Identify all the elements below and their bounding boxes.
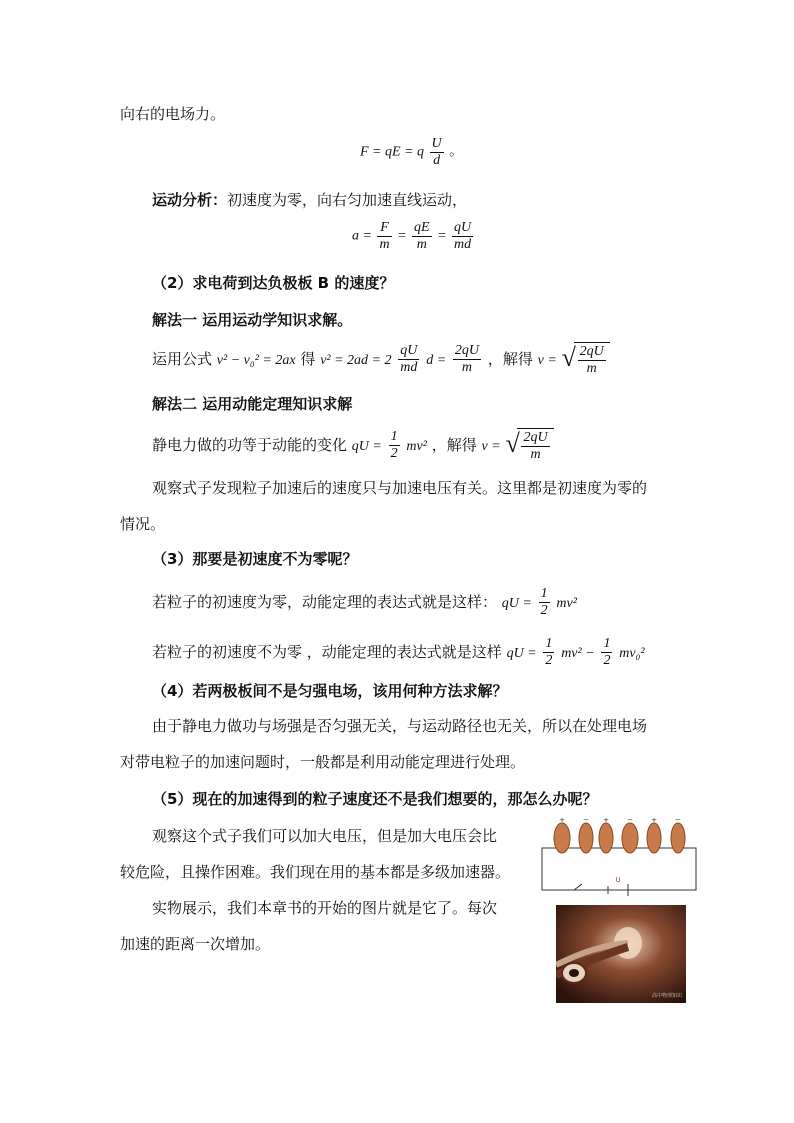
acceleration-equation: a = $\frac{F}{m}$ = $\frac{qE}{m}$ = $\frac{qU}{md}$ <box>352 220 472 252</box>
svg-text:−: − <box>675 818 681 824</box>
voltage-label: U <box>615 876 621 884</box>
svg-text:−: − <box>583 818 589 824</box>
nonzero-velocity-line: 若粒子的初速度不为零 ，动能定理的表达式就是这样 qU = $\frac{1}{2}$ mv² − $\frac{1}{2}$ mv₀² <box>152 636 645 668</box>
accelerator-tunnel-photo <box>556 905 686 1003</box>
method-2-formula-line: 静电力做的功等于动能的变化 qU = $\frac{1}{2}$ mv² ，解得 v = √ $\frac{2qU}{m}$ <box>152 428 554 463</box>
method-1-formula-line: 运用公式 v² − v₀² = 2ax 得 v² = 2ad = 2 $\frac{qU}{md}$ d = $\frac{2qU}{m}$ ，解得 v = √ $\frac{2qU}{m}$ <box>152 342 610 377</box>
answer-4-line-1: 由于静电力做功与场强是否匀强无关，与运动路径也无关，所以在处理电场 <box>152 717 648 735</box>
answer-5-line-2: 较危险，且操作困难。我们现在用的基本都是多级加速器。 <box>120 863 511 881</box>
answer-6-line-2: 加速的距离一次增加。 <box>120 935 271 953</box>
answer-6-line-1: 实物展示，我们本章书的开始的图片就是它了。每次 <box>152 899 498 917</box>
method-1-heading: 解法一 运用运动学知识求解。 <box>152 311 353 329</box>
question-4: （4）若两极板间不是匀强电场，该用何种方法求解？ <box>152 682 508 700</box>
force-equation: F = qE = q $\frac{U}{d}$ 。 <box>360 136 464 168</box>
answer-5-line-1: 观察这个式子我们可以加大电压，但是加大电压会比 <box>152 827 498 845</box>
observation-line-1: 观察式子发现粒子加速后的速度只与加速电压有关。这里都是初速度为零的 <box>152 479 648 497</box>
svg-text:+: + <box>651 818 657 824</box>
question-3: （3）那要是初速度不为零呢？ <box>152 550 358 568</box>
svg-text:+: + <box>603 818 609 824</box>
method-2-heading: 解法二 运用动能定理知识求解 <box>152 395 353 413</box>
photo-watermark: 高中物理知识 <box>651 993 682 999</box>
svg-text:−: − <box>627 818 633 824</box>
observation-line-2: 情况。 <box>120 515 166 533</box>
question-5: （5）现在的加速得到的粒子速度还不是我们想要的，那怎么办呢？ <box>152 790 598 808</box>
multistage-accelerator-diagram <box>538 818 700 898</box>
force-intro-text: 向右的电场力。 <box>120 105 226 123</box>
question-2: （2）求电荷到达负极板 B 的速度？ <box>152 274 395 292</box>
answer-4-line-2: 对带电粒子的加速问题时，一般都是利用动能定理进行处理。 <box>120 753 526 771</box>
svg-text:+: + <box>559 818 565 824</box>
zero-velocity-line: 若粒子的初速度为零，动能定理的表达式就是这样： qU = $\frac{1}{2}$ mv² <box>152 586 577 618</box>
motion-analysis: 运动分析：初速度为零，向右匀加速直线运动， <box>152 191 468 209</box>
